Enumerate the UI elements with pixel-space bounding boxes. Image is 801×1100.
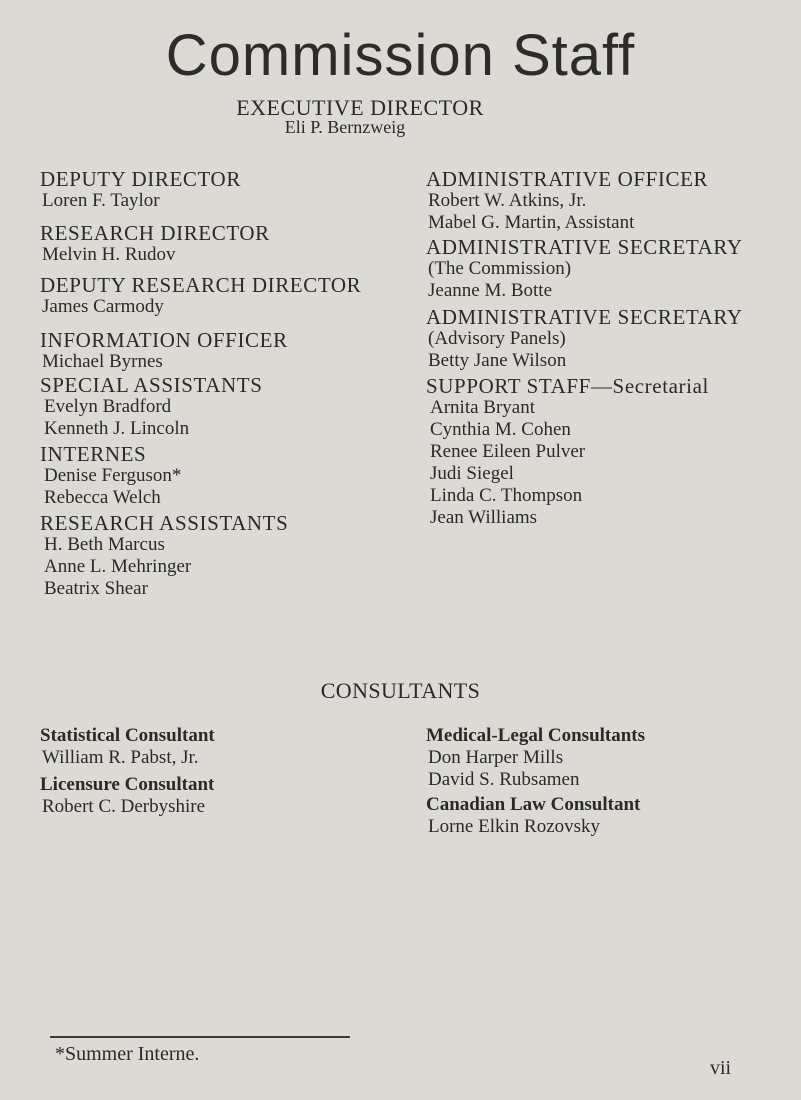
section-heading: DEPUTY RESEARCH DIRECTOR [40, 273, 362, 297]
staff-name: Renee Eileen Pulver [430, 441, 586, 462]
consultant-medical-legal [426, 725, 645, 791]
section-administrative-secretary-commission [426, 236, 743, 302]
staff-name: Anne L. Mehringer [44, 556, 192, 577]
consultant-heading: Medical-Legal Consultants [426, 725, 646, 746]
staff-name: Jean Williams [430, 507, 538, 528]
page-title: Commission Staff [165, 23, 636, 88]
section-heading: RESEARCH DIRECTOR [40, 221, 270, 245]
consultant-heading: Statistical Consultant [40, 725, 215, 746]
consultant-name: Lorne Elkin Rozovsky [428, 816, 601, 837]
footnote: *Summer Interne. [55, 1043, 200, 1065]
section-heading: ADMINISTRATIVE SECRETARY [426, 305, 743, 329]
staff-name: Jeanne M. Botte [428, 280, 553, 301]
consultant-name: Don Harper Mills [428, 747, 564, 768]
section-administrative-secretary-panels [426, 306, 743, 372]
staff-name: Michael Byrnes [42, 351, 163, 372]
page-number: vii [710, 1057, 732, 1079]
footnote-rule [50, 1036, 350, 1038]
consultant-heading: Licensure Consultant [40, 774, 215, 795]
section-heading: INTERNES [40, 442, 147, 466]
consultants-heading: CONSULTANTS [320, 678, 481, 703]
staff-name: H. Beth Marcus [44, 534, 165, 555]
section-special-assistants [40, 374, 262, 440]
section-administrative-officer [426, 168, 708, 234]
section-heading: RESEARCH ASSISTANTS [40, 511, 289, 535]
section-internes [40, 443, 181, 509]
staff-name: Beatrix Shear [44, 578, 148, 599]
staff-name: Arnita Bryant [430, 397, 536, 418]
staff-name: Melvin H. Rudov [42, 244, 176, 265]
staff-name: Kenneth J. Lincoln [44, 418, 190, 439]
staff-name: Denise Ferguson* [44, 465, 182, 486]
staff-name: Evelyn Bradford [44, 396, 172, 417]
section-heading: ADMINISTRATIVE SECRETARY [426, 235, 743, 259]
section-heading: ADMINISTRATIVE OFFICER [426, 167, 709, 191]
staff-name: Loren F. Taylor [42, 190, 160, 211]
executive-director-heading: EXECUTIVE DIRECTOR [236, 95, 484, 120]
staff-name: (Advisory Panels) [428, 328, 566, 349]
staff-name: Cynthia M. Cohen [430, 419, 571, 440]
consultant-canadian-law [426, 794, 640, 838]
staff-name: Mabel G. Martin, Assistant [428, 212, 635, 233]
section-heading: DEPUTY DIRECTOR [40, 167, 241, 191]
section-heading: INFORMATION OFFICER [40, 328, 288, 352]
consultant-heading: Canadian Law Consultant [426, 794, 641, 815]
consultant-name: Robert C. Derbyshire [42, 796, 206, 817]
section-heading: SUPPORT STAFF—Secretarial [426, 374, 709, 398]
staff-name: Robert W. Atkins, Jr. [428, 190, 587, 211]
executive-director-name: Eli P. Bernzweig [284, 117, 406, 137]
section-research-assistants [40, 512, 288, 600]
staff-name: (The Commission) [428, 258, 572, 279]
staff-name: Linda C. Thompson [430, 485, 583, 506]
section-deputy-research-director [40, 274, 361, 318]
section-heading: SPECIAL ASSISTANTS [40, 373, 263, 397]
consultant-licensure [40, 774, 214, 818]
staff-name: Betty Jane Wilson [428, 350, 567, 371]
consultant-name: David S. Rubsamen [428, 769, 580, 790]
section-deputy-director [40, 168, 241, 212]
consultant-name: William R. Pabst, Jr. [42, 747, 199, 768]
section-information-officer [40, 329, 288, 373]
staff-name: Judi Siegel [430, 463, 514, 484]
staff-name: Rebecca Welch [44, 487, 161, 508]
consultant-statistical [40, 725, 215, 769]
section-research-director [40, 222, 270, 266]
staff-name: James Carmody [42, 296, 164, 317]
section-support-staff [426, 375, 709, 529]
